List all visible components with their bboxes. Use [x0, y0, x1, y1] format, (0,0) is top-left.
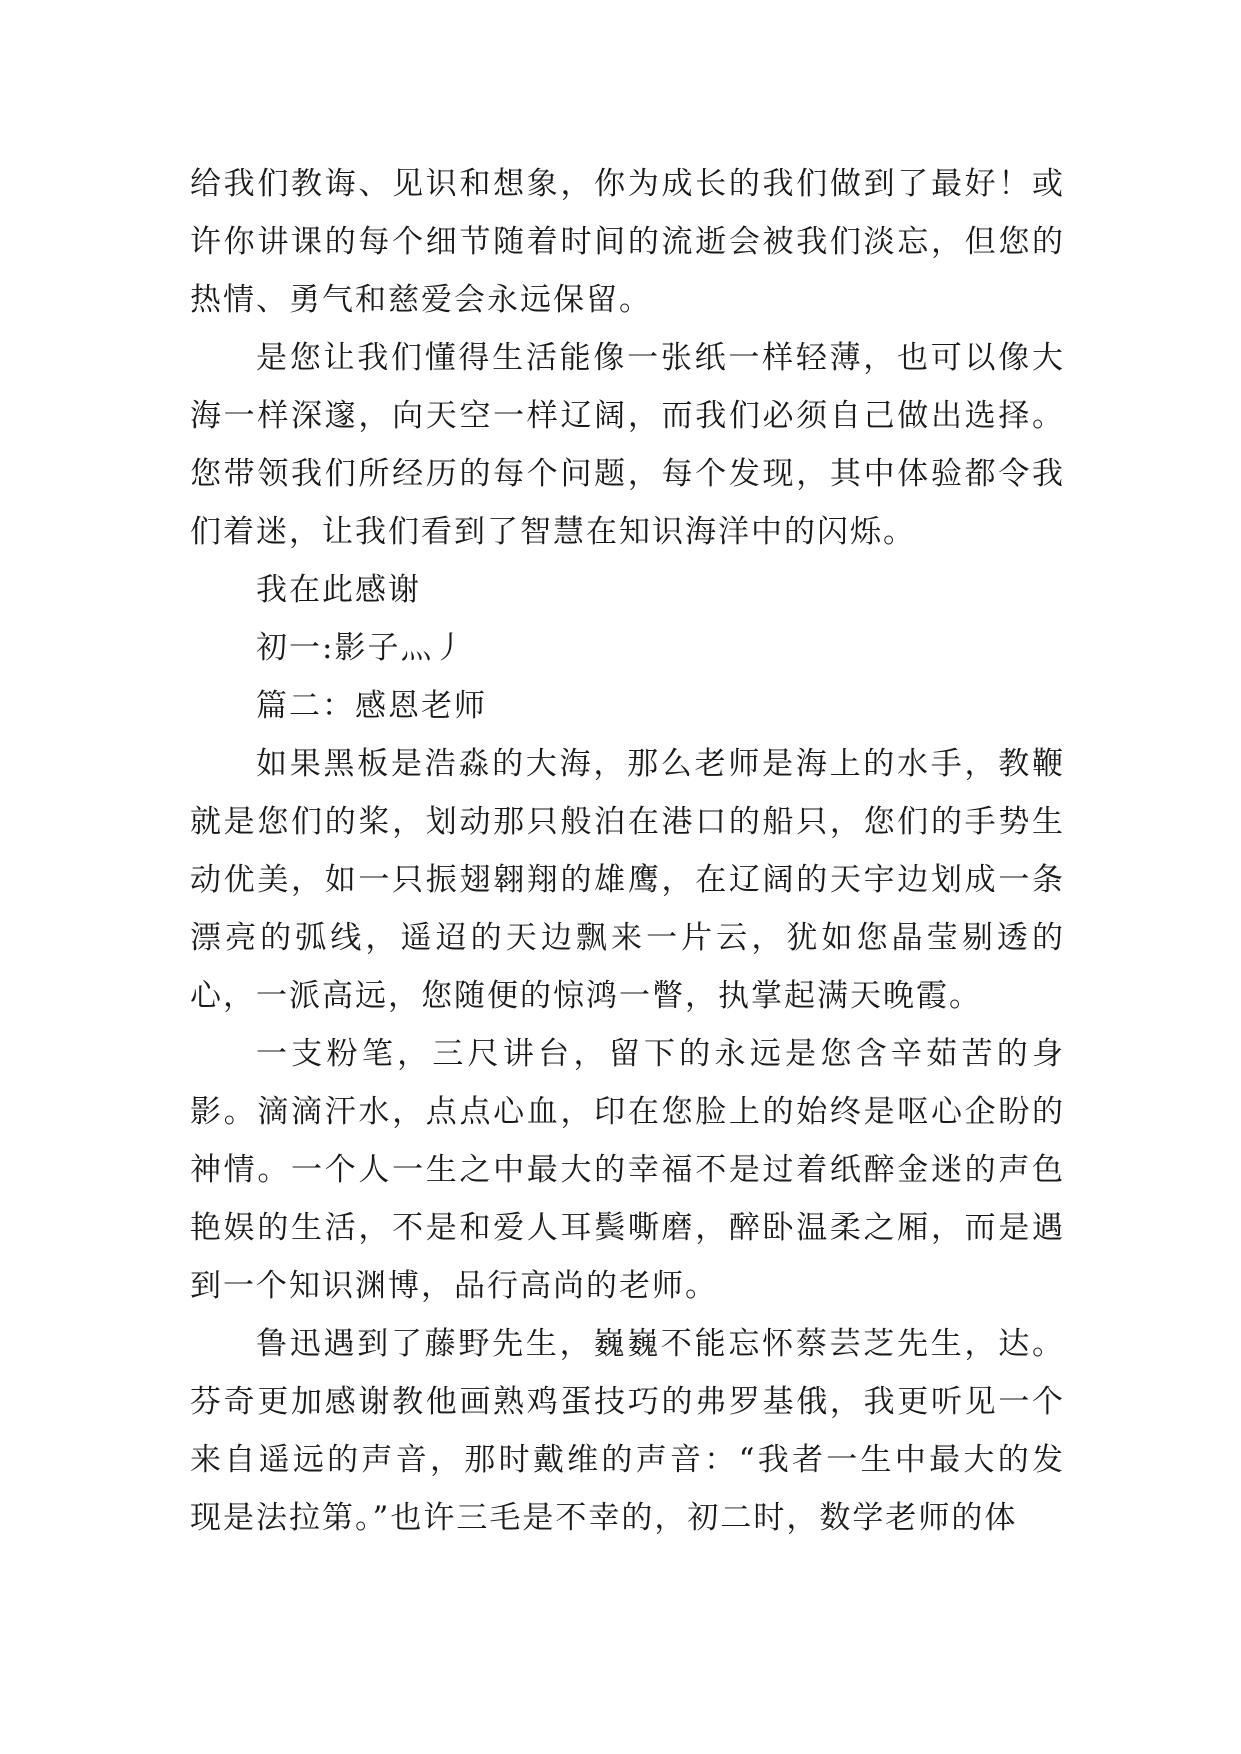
paragraph-1: 给我们教诲、见识和想象，你为成长的我们做到了最好！或许你讲课的每个细节随着时间的流逝会被我们淡忘，但您的热情、勇气和慈爱会永远保留。 [190, 166, 1065, 318]
paragraph-3: 如果黑板是浩淼的大海，那么老师是海上的水手，教鞭就是您们的桨，划动那只般泊在港口的船只，您们的手势生动优美，如一只振翅翱翔的雄鹰，在辽阔的天宇边划成一条漂亮的弧线，遥迢的天边飘来一片云，犹如您晶莹剔透的心，一派高远，您随便的惊鸿一瞥，执掌起满天晚霞。 [190, 746, 1065, 1014]
body-text [190, 155, 1065, 1547]
section-heading: 篇二：感恩老师 [256, 688, 487, 724]
paragraph-thanks: 我在此感谢 [256, 572, 421, 608]
paragraph-author: 初一:影子灬丿 [256, 630, 467, 666]
paragraph-5: 鲁迅遇到了藤野先生，巍巍不能忘怀蔡芸芝先生，达。芬奇更加感谢教他画熟鸡蛋技巧的弗罗基俄，我更听见一个来自遥远的声音，那时戴维的声音：“我者一生中最大的发现是法拉第。”也许三毛是不幸的，初二时，数学老师的体 [190, 1326, 1065, 1536]
paragraph-4: 一支粉笔，三尺讲台，留下的永远是您含辛茹苦的身影。滴滴汗水，点点心血，印在您脸上的始终是呕心企盼的神情。一个人一生之中最大的幸福不是过着纸醉金迷的声色艳娱的生活，不是和爱人耳鬓嘶磨，醉卧温柔之厢，而是遇到一个知识渊博，品行高尚的老师。 [190, 1036, 1065, 1304]
paragraph-2: 是您让我们懂得生活能像一张纸一样轻薄，也可以像大海一样深邃，向天空一样辽阔，而我们必须自己做出选择。您带领我们所经历的每个问题，每个发现，其中体验都令我们着迷，让我们看到了智慧在知识海洋中的闪烁。 [190, 340, 1065, 550]
